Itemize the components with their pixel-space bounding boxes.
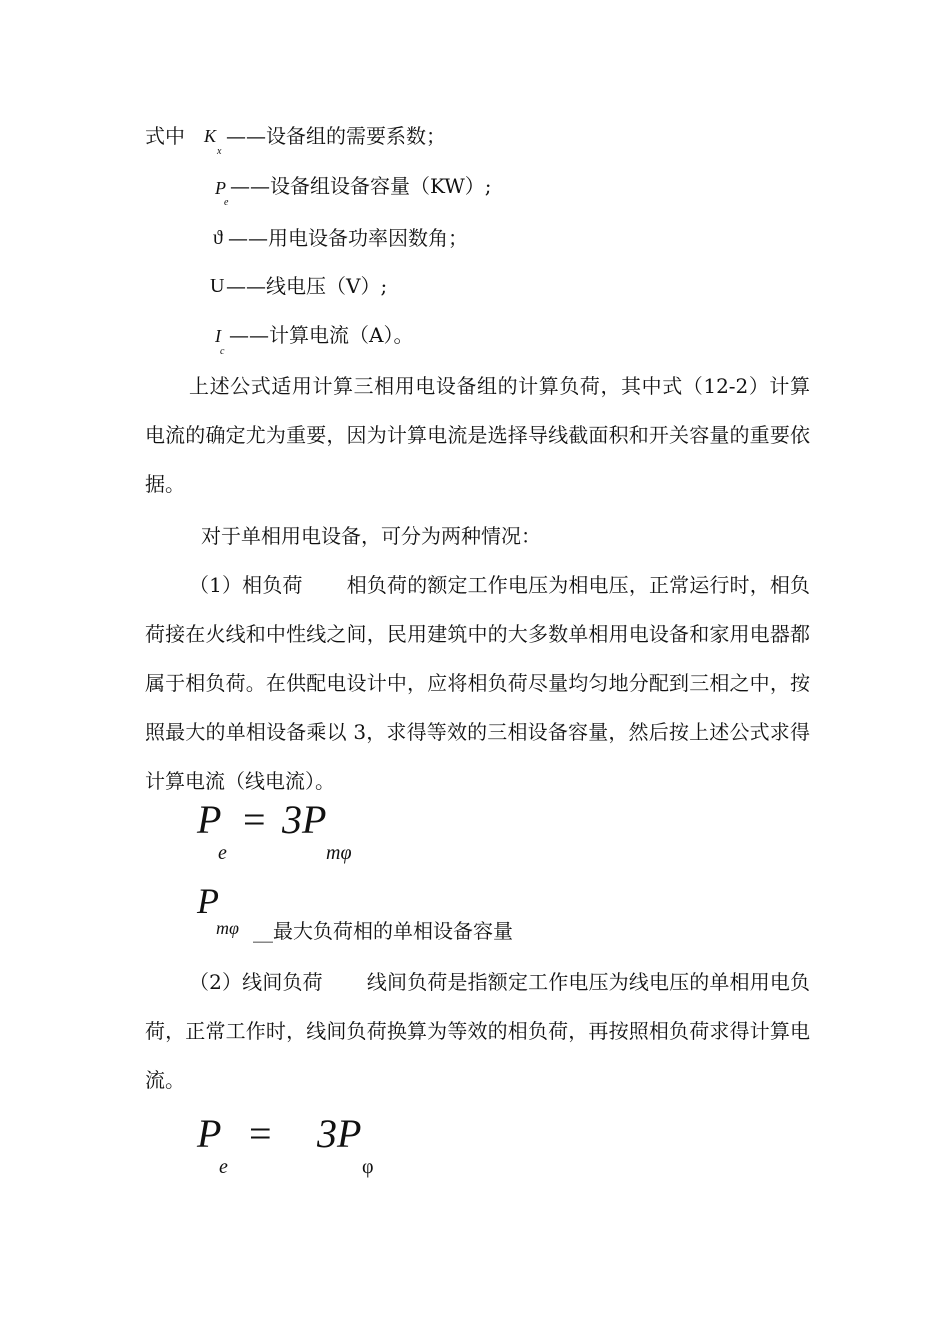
ic-definition: ——计算电流（A）。 — [229, 323, 414, 347]
formula1-lhs-subscript: e — [218, 842, 227, 864]
phase-load-body: 相负荷的额定工作电压为相电压，正常运行时，相负荷接在火线和中性线之间，民用建筑中的大多数单相用电设备和家用电器都属于相负荷。在供配电设计中，应将相负荷尽量均匀地分配到三相之中，按照最大的单相设备乘以 3，求得等效的三相设备容量，然后按上述公式求得计算电流（线电流）。 — [145, 573, 810, 793]
formula2-rhs: 3P — [317, 1111, 362, 1156]
paragraph-phase-load — [145, 561, 810, 806]
definitions-lead: 式中 — [145, 124, 185, 148]
formula1-rhs: 3P — [282, 797, 327, 842]
line-load-body: 线间负荷是指额定工作电压为线电压的单相用电负荷，正常工作时，线间负荷换算为等效的相负荷，再按照相负荷求得计算电流。 — [145, 970, 811, 1092]
pm-subscript: mφ — [216, 918, 239, 938]
pm-symbol: P — [197, 881, 219, 921]
kx-definition: ——设备组的需要系数； — [226, 124, 446, 148]
formula1-equals: = — [243, 797, 266, 842]
formula1-lhs: P — [197, 797, 222, 842]
pe-definition: ——设备组设备容量（KW）; — [230, 174, 492, 198]
pe-symbol: P — [215, 178, 226, 198]
phi-symbol: ϑ — [213, 227, 223, 249]
ic-subscript: c — [220, 346, 225, 357]
paragraph-line-load — [145, 958, 810, 1105]
formula2-lhs: P — [197, 1111, 222, 1156]
line-load-heading: （2）线间负荷 — [189, 970, 323, 994]
phase-load-heading: （1）相负荷 — [189, 573, 303, 597]
u-symbol: U — [210, 275, 225, 297]
paragraph-single-phase-intro: 对于单相用电设备，可分为两种情况： — [201, 524, 541, 548]
formula2-rhs-subscript: φ — [362, 1156, 374, 1178]
formula2-equals: = — [249, 1111, 272, 1156]
pm-definition: __最大负荷相的单相设备容量 — [253, 919, 513, 943]
formula2-lhs-subscript: e — [219, 1156, 228, 1178]
ic-symbol: I — [215, 326, 221, 346]
kx-symbol: K — [204, 126, 217, 146]
kx-subscript: x — [217, 146, 222, 157]
formula1-rhs-subscript: mφ — [326, 842, 352, 864]
u-definition: ——线电压（V）; — [226, 274, 388, 298]
phi-definition: ——用电设备功率因数角； — [228, 226, 468, 250]
paragraph-formula-usage: 上述公式适用计算三相用电设备组的计算负荷，其中式（12-2）计算电流的确定尤为重要，因为计算电流是选择导线截面积和开关容量的重要依据。 — [145, 374, 810, 496]
pe-subscript: e — [224, 197, 229, 208]
